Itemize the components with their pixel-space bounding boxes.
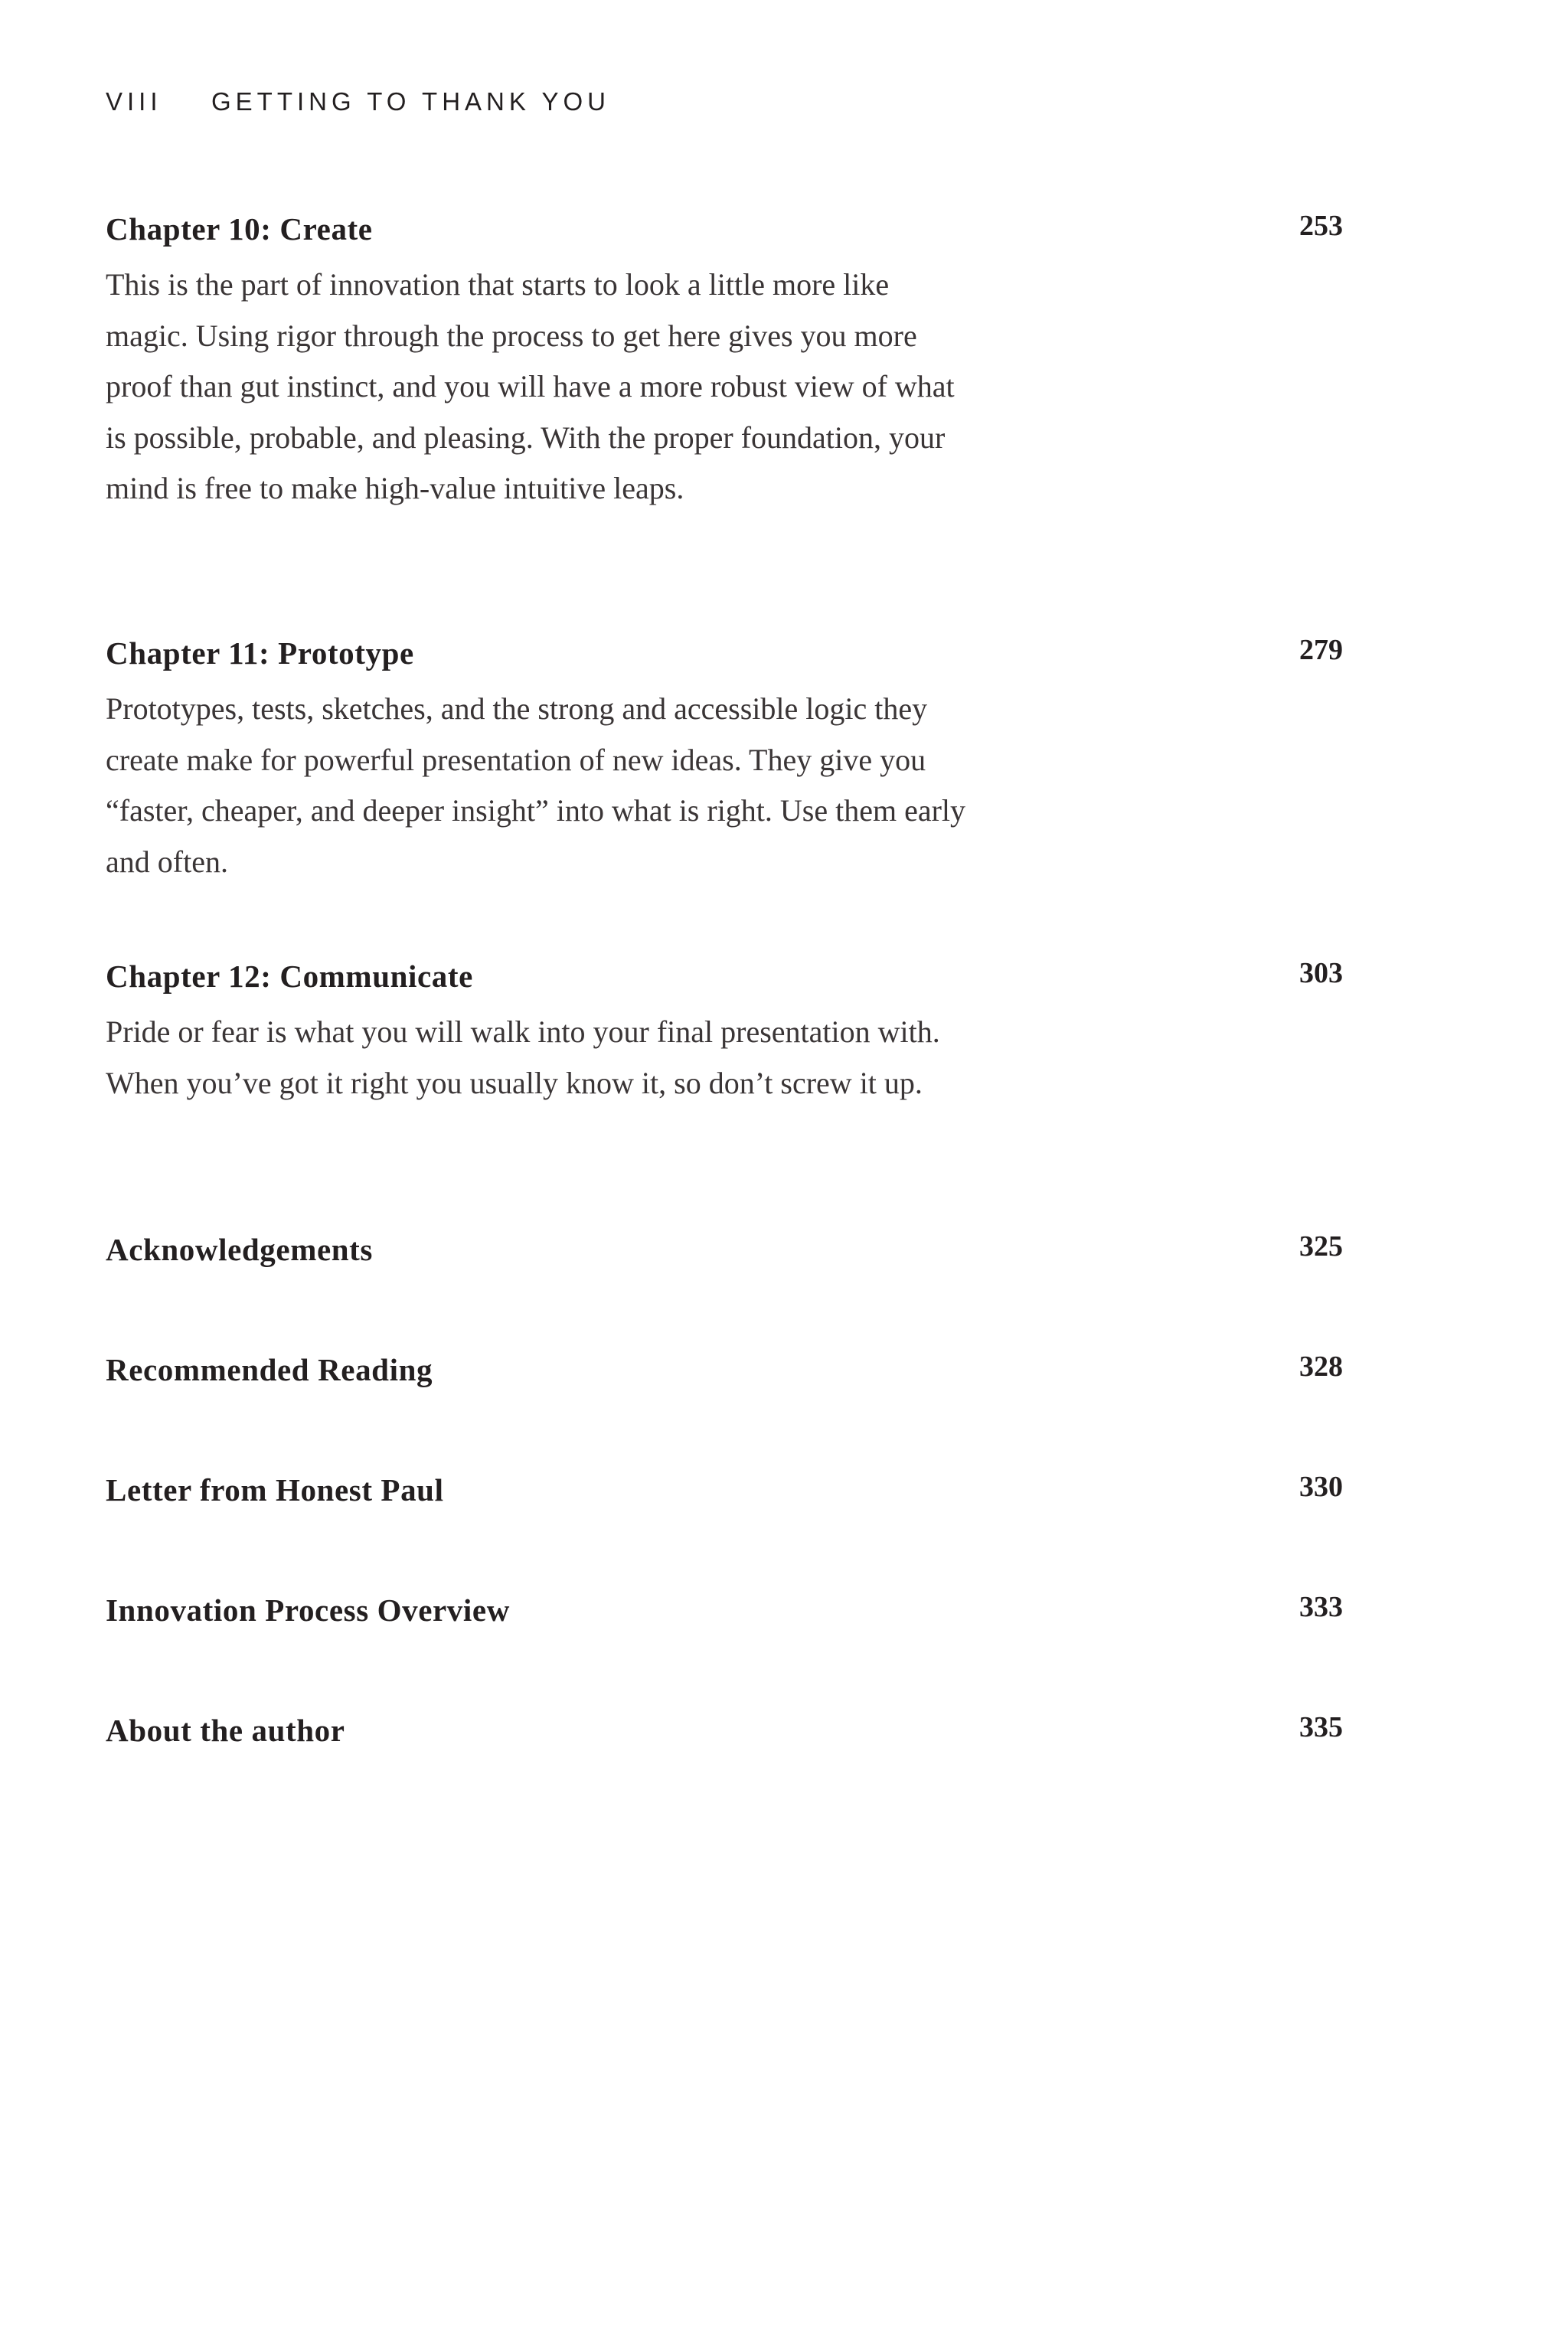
toc-entry-page-number: 253 [1299, 210, 1343, 242]
toc-entry-acknowledgements[interactable] [106, 1230, 1343, 1269]
toc-entry-chapter-10[interactable] [106, 210, 1343, 514]
toc-entry-title: Acknowledgements [106, 1232, 373, 1267]
toc-entry-chapter-11[interactable] [106, 634, 1343, 887]
toc-entry-recommended-reading[interactable] [106, 1351, 1343, 1389]
toc-entry-page-number: 328 [1299, 1351, 1343, 1383]
page-folio: VIII [106, 87, 162, 116]
toc-entry-page-number: 333 [1299, 1591, 1343, 1623]
toc-entry-chapter-12[interactable] [106, 957, 1343, 1109]
running-header [106, 87, 610, 126]
toc-entry-title: Innovation Process Overview [106, 1592, 510, 1628]
toc-entry-page-number: 279 [1299, 634, 1343, 666]
toc-entry-title: Chapter 10: Create [106, 211, 373, 247]
toc-entry-page-number: 335 [1299, 1711, 1343, 1743]
toc-entry-innovation-process-overview[interactable] [106, 1591, 1343, 1629]
toc-entry-page-number: 325 [1299, 1230, 1343, 1263]
toc-entry-letter-from-honest-paul[interactable] [106, 1471, 1343, 1509]
toc-entry-description: Pride or fear is what you will walk into your final presentation with. When you’ve got it right you usually know it, so don’t screw it up. [106, 1014, 940, 1100]
toc-entry-page-number: 303 [1299, 957, 1343, 989]
toc-entry-title: Recommended Reading [106, 1352, 433, 1387]
toc-entry-title: About the author [106, 1713, 345, 1748]
toc-entry-title: Letter from Honest Paul [106, 1472, 444, 1508]
toc-entry-about-the-author[interactable] [106, 1711, 1343, 1749]
toc-entry-page-number: 330 [1299, 1471, 1343, 1503]
toc-entry-description: Prototypes, tests, sketches, and the strong and accessible logic they create make for powerful presentation of new ideas. They give you “faster, cheaper, and deeper insight” into what is right. Use them early and often. [106, 691, 966, 879]
toc-entry-title: Chapter 11: Prototype [106, 635, 414, 671]
toc-entry-title: Chapter 12: Communicate [106, 959, 473, 994]
toc-entry-description: This is the part of innovation that starts to look a little more like magic. Using rigor through the process to get here gives you more proof than gut instinct, and you will have a more robust view of what is possible, probable, and pleasing. With the proper foundation, your mind is free to make high-value intuitive leaps. [106, 267, 955, 505]
book-title: GETTING TO THANK YOU [211, 87, 610, 116]
